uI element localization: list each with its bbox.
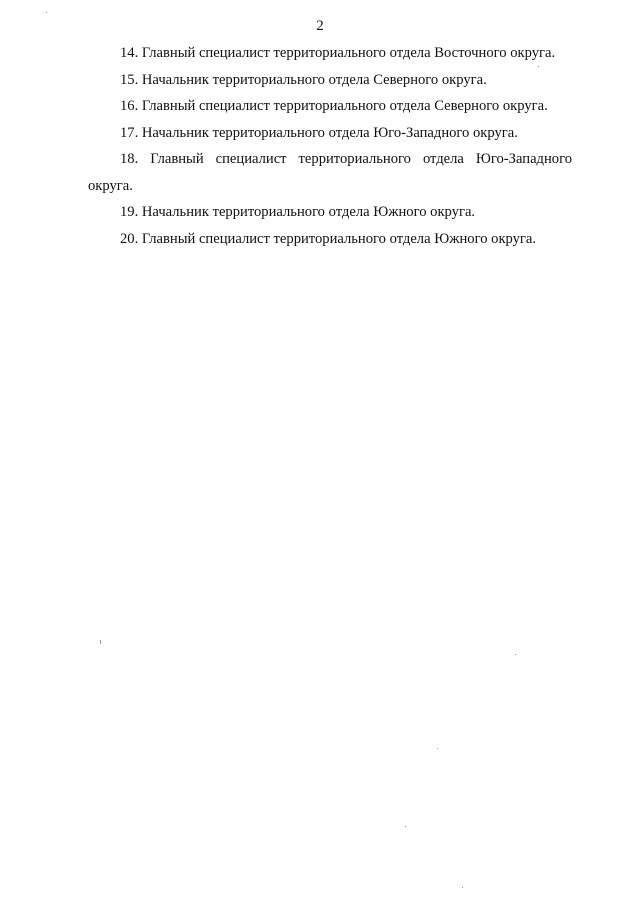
scan-speck xyxy=(515,654,516,655)
position-list xyxy=(88,40,572,252)
list-item: 16. Главный специалист территориального отдела Северного округа. xyxy=(120,98,548,114)
list-item: 14. Главный специалист территориального отдела Восточного округа. xyxy=(120,45,556,61)
list-item: 17. Начальник территориального отдела Юго-Западного округа. xyxy=(120,124,518,141)
scan-speck xyxy=(462,887,463,888)
scan-speck xyxy=(538,66,539,67)
list-item: 19. Начальник территориального отдела Южного округа. xyxy=(120,204,476,220)
scan-speck xyxy=(405,826,406,827)
page-number: 2 xyxy=(316,18,324,34)
list-item: 20. Главный специалист территориального отдела Южного округа. xyxy=(120,230,537,247)
scan-speck xyxy=(100,640,101,644)
scan-speck xyxy=(46,12,47,13)
list-item: 18. Главный специалист территориального отдела Юго-Западного округа. xyxy=(88,151,572,194)
list-item: 15. Начальник территориального отдела Северного округа. xyxy=(120,71,487,88)
scan-speck xyxy=(437,748,438,749)
